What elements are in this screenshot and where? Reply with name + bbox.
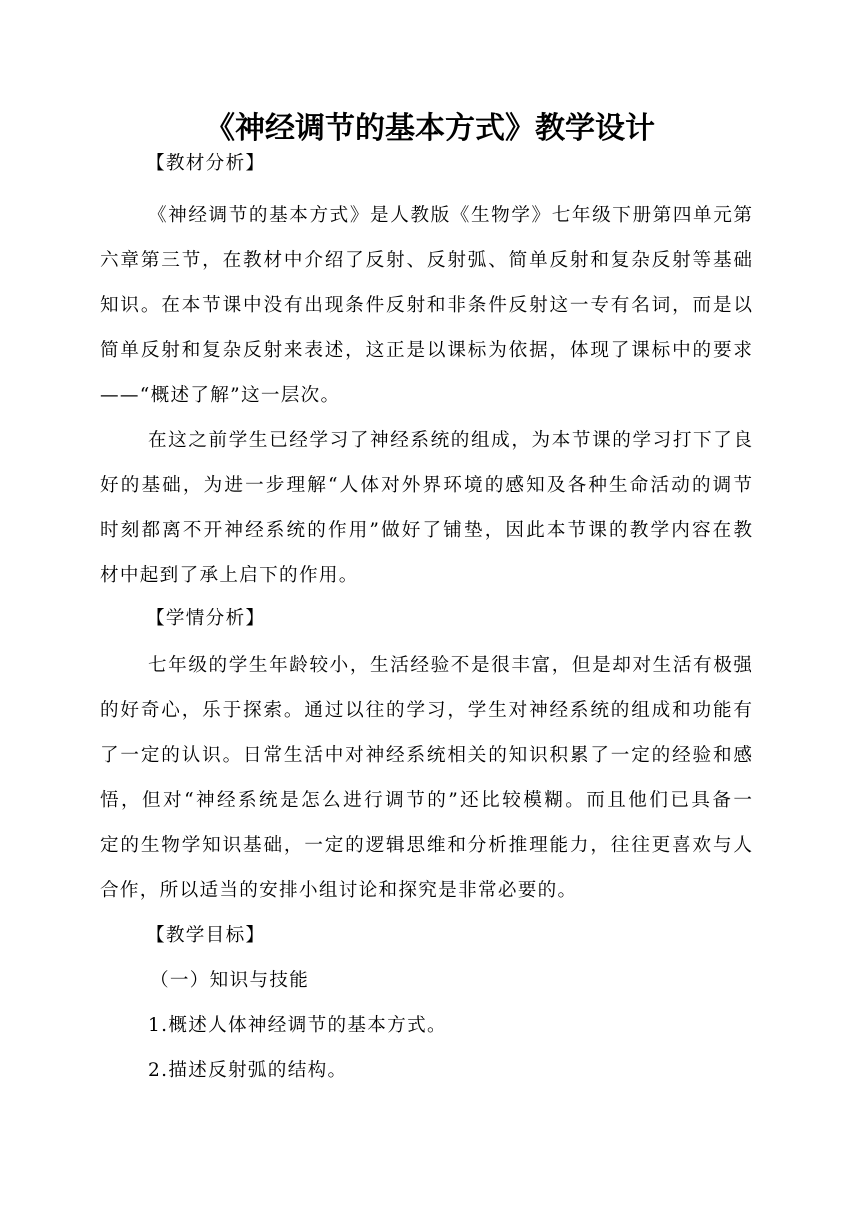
- paragraph-line: 在这之前学生已经学习了神经系统的组成，为本节课的学习打下了良: [148, 430, 752, 451]
- paragraph-line: 的好奇心，乐于探索。通过以往的学习，学生对神经系统的组成和功能有: [100, 700, 752, 721]
- paragraph-line: 简单反射和复杂反射来表述，这正是以课标为依据，体现了课标中的要求: [100, 340, 752, 361]
- paragraph-line: 时刻都离不开神经系统的作用”做好了铺垫，因此本节课的教学内容在教: [100, 520, 752, 541]
- section-heading-textbook-analysis: 【教材分析】: [146, 153, 266, 174]
- section-heading-teaching-objectives: 【教学目标】: [146, 925, 266, 946]
- paragraph-line: 了一定的认识。日常生活中对神经系统相关的知识积累了一定的经验和感: [100, 745, 752, 766]
- paragraph-line: 六章第三节，在教材中介绍了反射、反射弧、简单反射和复杂反射等基础: [100, 250, 752, 271]
- section-heading-learner-analysis: 【学情分析】: [146, 608, 266, 629]
- paragraph-line: 知识。在本节课中没有出现条件反射和非条件反射这一专有名词，而是以: [100, 295, 752, 316]
- paragraph-line: 好的基础，为进一步理解“人体对外界环境的感知及各种生命活动的调节: [100, 475, 752, 496]
- document-title: 《神经调节的基本方式》教学设计: [205, 111, 655, 146]
- paragraph-line: 定的生物学知识基础，一定的逻辑思维和分析推理能力，往往更喜欢与人: [100, 835, 752, 856]
- list-item: 1.概述人体神经调节的基本方式。: [148, 1015, 447, 1036]
- paragraph-line: 材中起到了承上启下的作用。: [100, 565, 359, 586]
- paragraph-line: 《神经调节的基本方式》是人教版《生物学》七年级下册第四单元第: [148, 205, 752, 226]
- list-item: 2.描述反射弧的结构。: [148, 1060, 348, 1081]
- subsection-heading-knowledge-skills: （一）知识与技能: [150, 970, 310, 991]
- paragraph-line: 悟，但对“神经系统是怎么进行调节的”还比较模糊。而且他们已具备一: [100, 790, 752, 811]
- paragraph-line: ——“概述了解”这一层次。: [100, 385, 341, 406]
- paragraph-line: 七年级的学生年龄较小，生活经验不是很丰富，但是却对生活有极强: [148, 655, 752, 676]
- paragraph-line: 合作，所以适当的安排小组讨论和探究是非常必要的。: [100, 880, 578, 901]
